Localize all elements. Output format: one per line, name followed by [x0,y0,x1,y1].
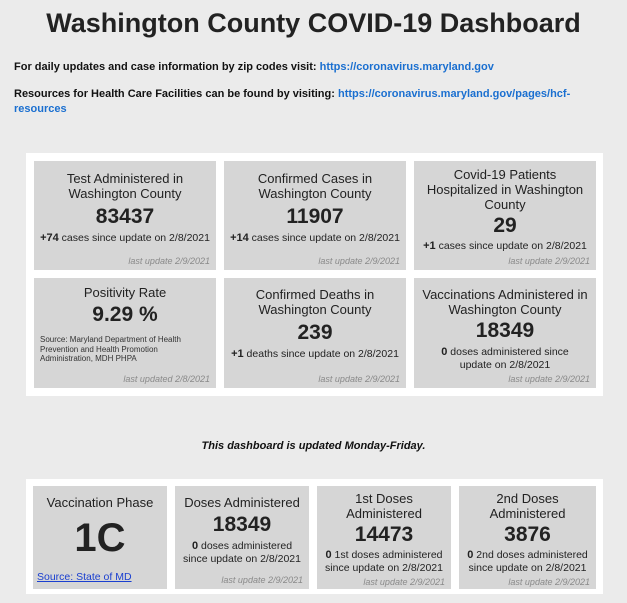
vaccinations-card-delta-text: doses administered since update on 2/8/2021 [450,346,569,371]
vaccinations-card-delta [414,346,596,372]
second-doses-card-updated: last update 2/9/2021 [508,577,590,587]
doses-card-title: Doses Administered [184,495,300,510]
positivity-card-source: Source: Maryland Department of Health Prevention and Health Promotion Administration, MDH PHPA [40,335,181,363]
hospitalized-card-delta-text: cases since update on 2/8/2021 [438,240,587,252]
positivity-card-title: Positivity Rate [83,285,167,300]
hospitalized-card-title: Covid-19 Patients Hospitalized in Washington County [426,167,584,212]
cases-card-updated: last update 2/9/2021 [318,256,400,266]
doses-card-delta [175,540,309,566]
doses-card-delta-text: doses administered since update on 2/8/2021 [183,540,301,565]
first-doses-card-delta-text: 1st doses administered since update on 2/8/2021 [325,549,443,574]
first-doses-card-title: 1st Doses Administered [346,491,422,521]
vaccinations-card-title: Vaccinations Administered in Washington County [422,287,588,317]
vaccinations-card [414,278,596,388]
tests-card-updated: last update 2/9/2021 [128,256,210,266]
doses-card [175,486,309,589]
vaccine-panel [26,479,603,594]
first-doses-card-value: 14473 [354,523,414,546]
deaths-card-value: 239 [297,321,333,344]
second-doses-card-delta [459,549,596,575]
update-notice: This dashboard is updated Monday-Friday. [201,440,426,452]
tests-card-delta-text: cases since update on 2/8/2021 [61,232,210,244]
second-doses-card-title: 2nd Doses Administered [489,491,566,521]
cases-card-value: 11907 [286,205,344,228]
deaths-card-title: Confirmed Deaths in Washington County [255,287,375,317]
first-doses-card-updated: last update 2/9/2021 [363,577,445,587]
phase-source-link[interactable]: Source: State of MD [37,571,132,583]
second-doses-card-delta-text: 2nd doses administered since update on 2/8/2021 [468,549,588,574]
stats-panel [26,153,603,396]
positivity-card-updated: last updated 2/8/2021 [123,374,210,384]
vaccinations-card-delta-number: 0 [441,346,448,358]
positivity-card [34,278,216,388]
second-doses-card-value: 3876 [504,523,551,546]
cases-card-delta-number: +14 [230,232,249,244]
hospitalized-card-value: 29 [493,214,517,237]
deaths-card-delta-number: +1 [231,348,244,360]
hcf-info-text: Resources for Health Care Facilities can be found by visiting: [14,88,335,100]
zip-info-link[interactable]: https://coronavirus.maryland.gov [319,61,494,73]
tests-card-title: Test Administered in Washington County [66,171,184,201]
cases-card [224,161,406,270]
first-doses-card [317,486,451,589]
positivity-card-value: 9.29 % [92,303,158,326]
vaccinations-card-value: 18349 [475,319,535,342]
doses-card-updated: last update 2/9/2021 [221,575,303,585]
zip-info-text: For daily updates and case information by zip codes visit: [14,61,317,73]
vaccinations-card-updated: last update 2/9/2021 [508,374,590,384]
tests-card-value: 83437 [95,205,155,228]
hospitalized-card [414,161,596,270]
deaths-card-updated: last update 2/9/2021 [318,374,400,384]
first-doses-card-delta-number: 0 [325,549,332,561]
hospitalized-card-delta [414,240,596,253]
first-doses-card-delta [317,549,451,575]
phase-card-title: Vaccination Phase [46,495,154,510]
second-doses-card [459,486,596,589]
doses-card-value: 18349 [212,513,272,536]
cases-card-delta-text: cases since update on 2/8/2021 [251,232,400,244]
doses-card-delta-number: 0 [191,540,199,552]
tests-card-delta [34,232,216,245]
tests-card-delta-number: +74 [40,232,59,244]
hcf-info [14,87,614,117]
hospitalized-card-delta-number: +1 [423,240,436,252]
cases-card-title: Confirmed Cases in Washington County [257,171,373,201]
hospitalized-card-updated: last update 2/9/2021 [508,256,590,266]
phase-card [33,486,167,589]
phase-card-value: 1C [74,516,126,560]
second-doses-card-delta-number: 0 [467,549,474,561]
hcf-info-link[interactable]: https://coronavirus.maryland.gov/pages/hcf-resources [14,88,571,115]
deaths-card [224,278,406,388]
deaths-card-delta-text: deaths since update on 2/8/2021 [246,348,399,360]
page-title: Washington County COVID-19 Dashboard [46,8,581,38]
zip-info [14,60,614,75]
deaths-card-delta [224,348,406,361]
cases-card-delta [224,232,406,245]
tests-card [34,161,216,270]
